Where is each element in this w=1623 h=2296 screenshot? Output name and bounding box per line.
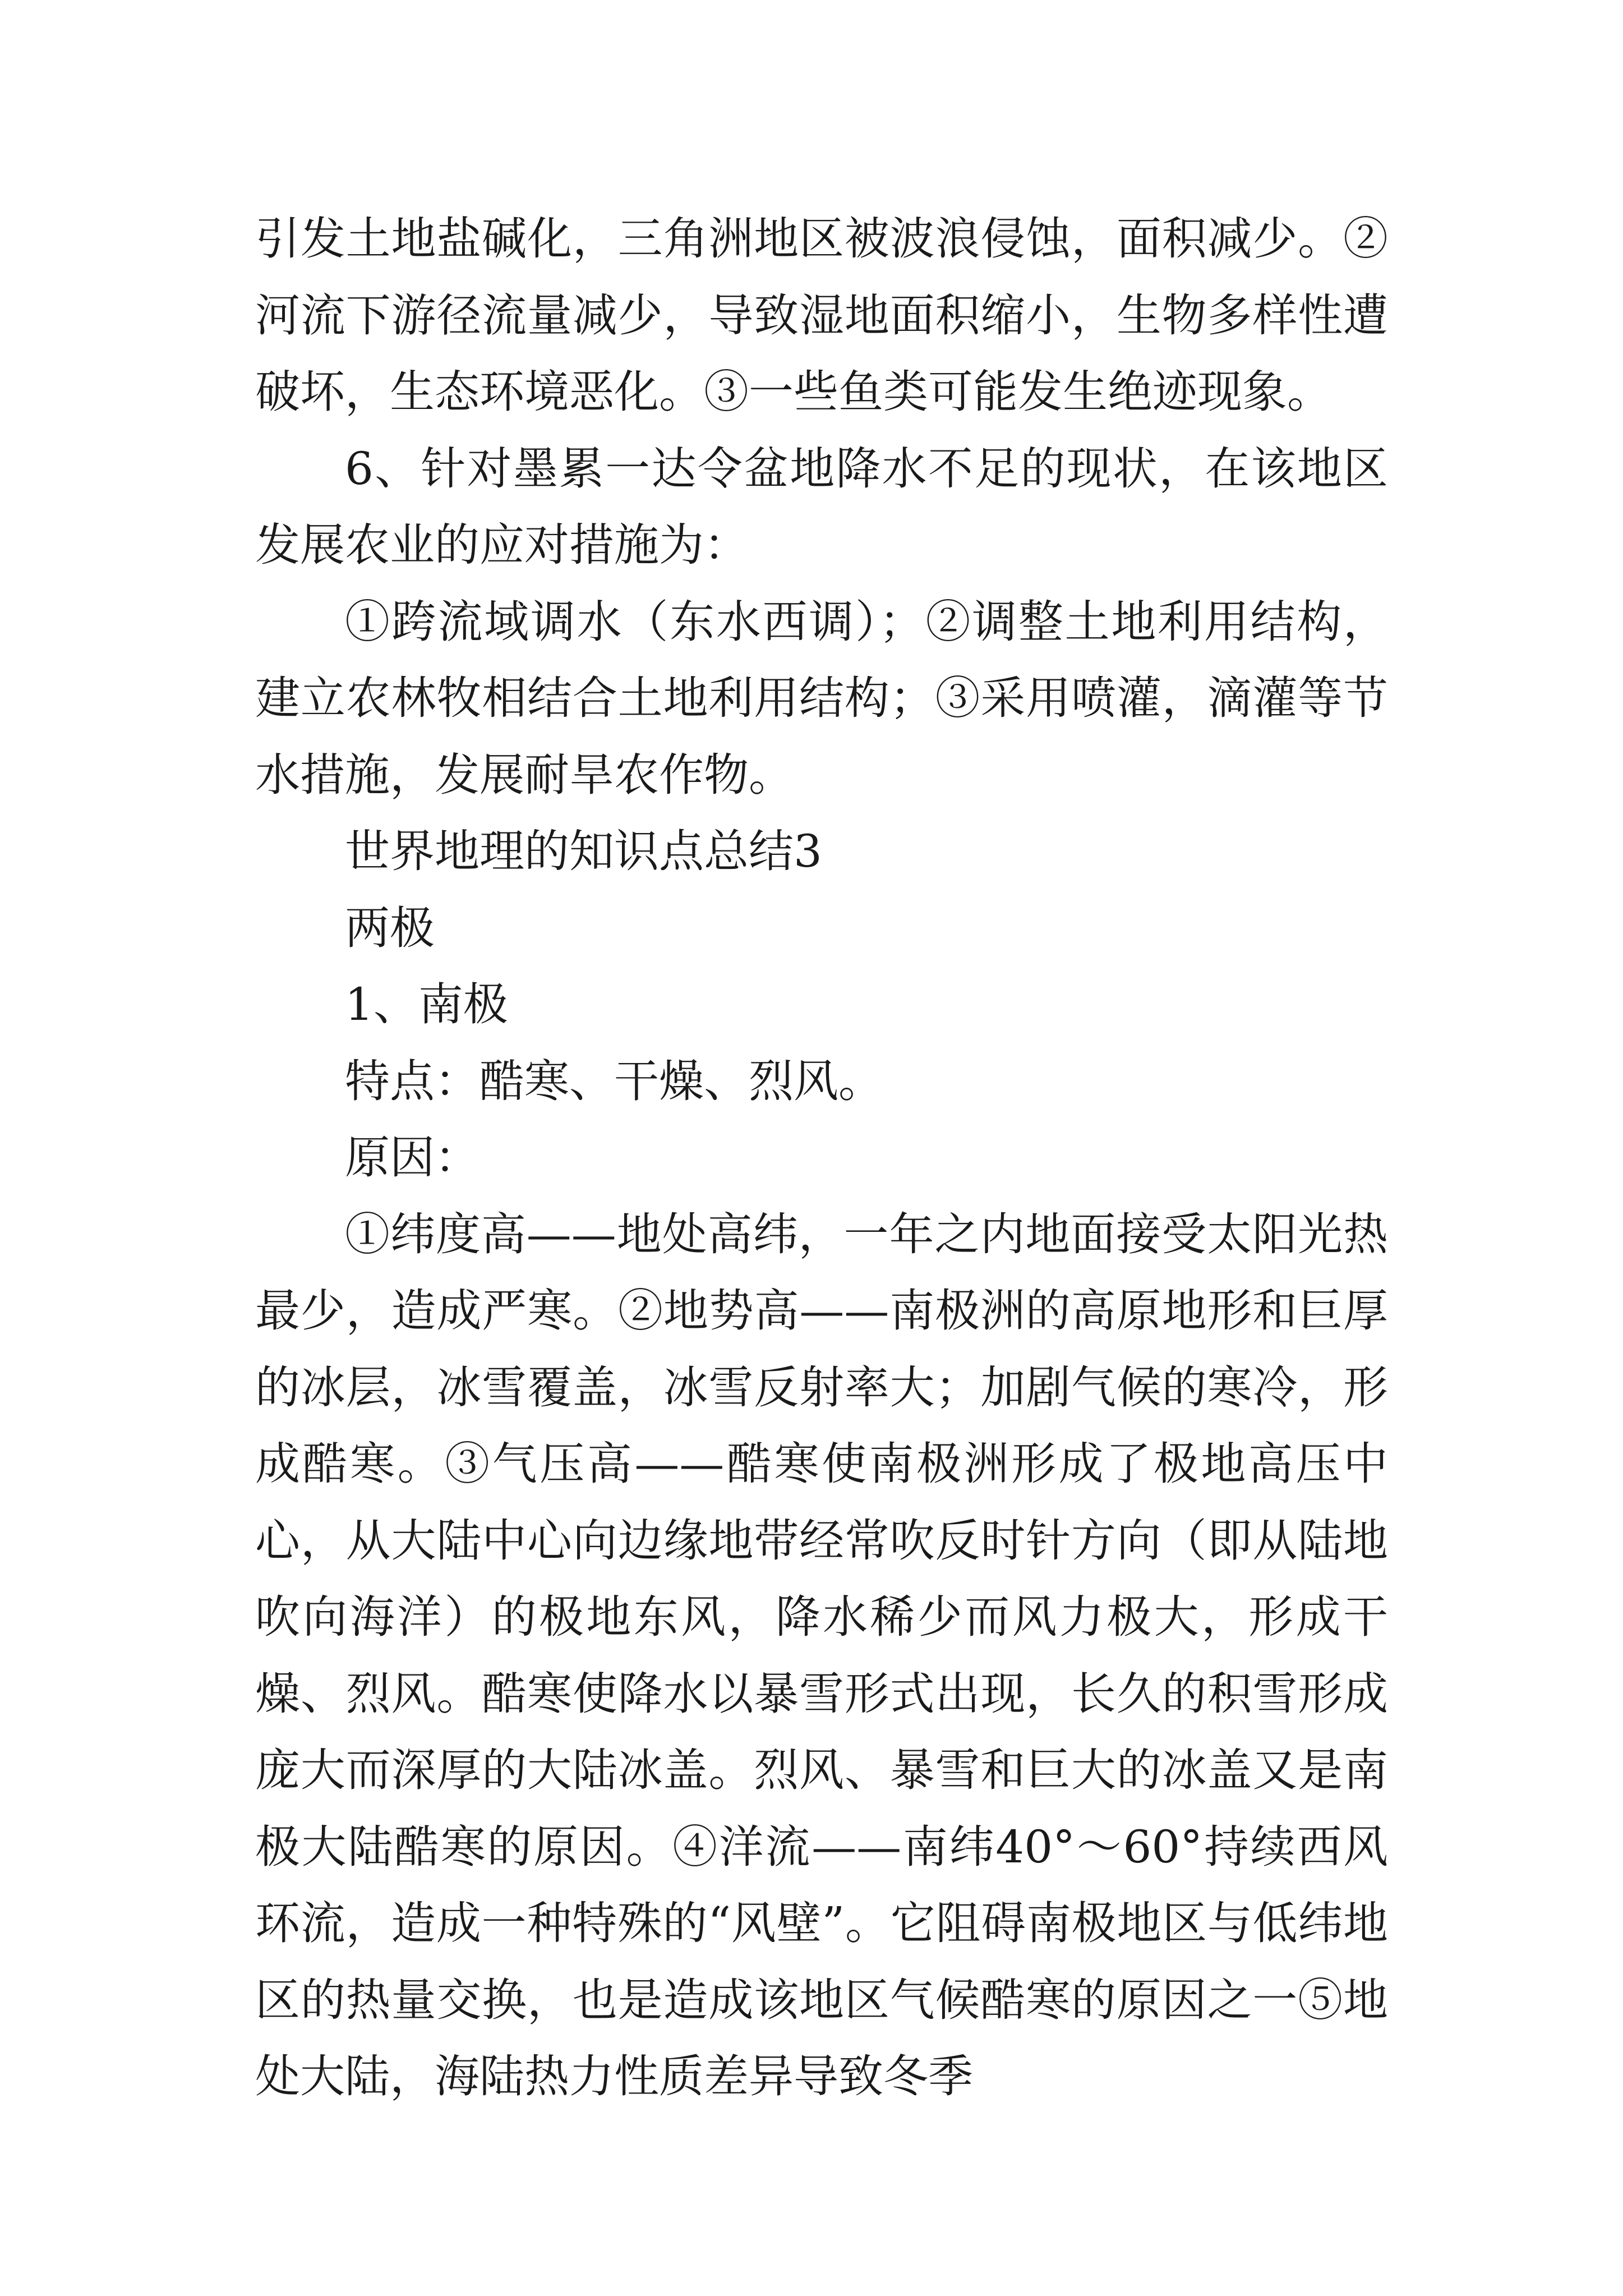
item-heading: 1、南极 [345, 978, 508, 1030]
paragraph-reasons-detail: ①纬度高——地处高纬，一年之内地面接受太阳光热最少，造成严寒。②地势高——南极洲的高原地形和巨厚的冰层，冰雪覆盖，冰雪反射率大；加剧气候的寒冷，形成酷寒。③气压高——酷寒使南极洲形成了极地高压中心，从大陆中心向边缘地带经常吹反时针方向（即从陆地吹向海洋）的极地东风，降水稀少而风力极大，形成干燥、烈风。酷寒使降水以暴雪形式出现，长久的积雪形成庞大而深厚的大陆冰盖。烈风、暴雪和巨大的冰盖又是南极大陆酷寒的原因。④洋流——南纬40°～60°持续西风环流，造成一种特殊的“风壁”。它阻碍南极地区与低纬地区的热量交换，也是造成该地区气候酷寒的原因之一⑤地处大陆，海陆热力性质差异导致冬季 [255, 1208, 1388, 2102]
paragraph-measures-list: ①跨流域调水（东水西调）；②调整土地利用结构，建立农林牧相结合土地利用结构；③采用喷灌，滴灌等节水措施，发展耐旱农作物。 [255, 595, 1388, 801]
subsection-title: 两极 [345, 901, 435, 954]
document-body [255, 201, 1388, 2115]
section-title: 世界地理的知识点总结3 [345, 825, 822, 877]
paragraph-features: 特点：酷寒、干燥、烈风。 [345, 1055, 883, 1107]
paragraph-measures-heading: 6、针对墨累一达令盆地降水不足的现状，在该地区发展农业的应对措施为： [255, 442, 1388, 571]
paragraph-reasons-label: 原因： [345, 1131, 479, 1184]
paragraph-continuation: 引发土地盐碱化，三角洲地区被波浪侵蚀，面积减少。②河流下游径流量减少，导致湿地面积缩小，生物多样性遭破坏，生态环境恶化。③一些鱼类可能发生绝迹现象。 [255, 213, 1388, 418]
